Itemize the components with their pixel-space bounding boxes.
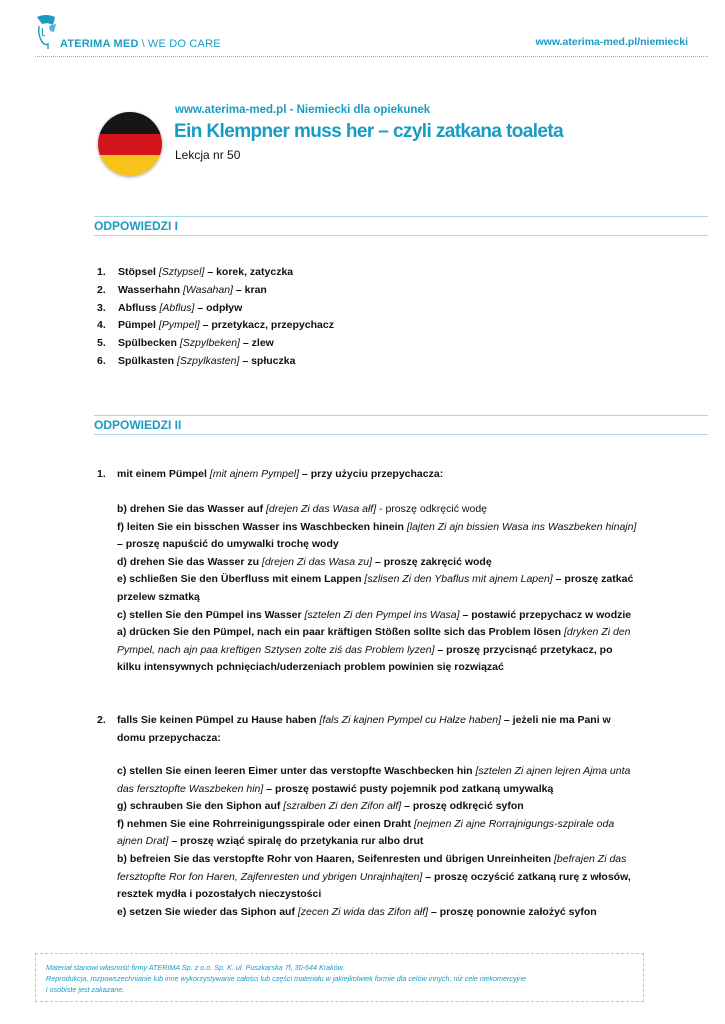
list-item: d) drehen Sie das Wasser zu [drejen Zi das Wasa zu] – proszę zakręcić wodę: [117, 555, 492, 568]
list-item: e) setzen Sie wieder das Siphon auf [zecen Zi wida das Zifon ałf] – proszę ponownie założyć syfon: [117, 905, 597, 918]
list-item: a) drücken Sie den Pümpel, nach ein paar kräftigen Stößen sollte sich das Problem lösen [dryken Zi den Pympel, nach ajn paa kreftigen Sztysen zolte ziś das Problem lyzen] – proszę przycisnąć przetykacz, po kilku intensywnych pchnięciach/uderzeniach problem powinien się rozwiązać: [117, 626, 631, 674]
list-item: 2. Wasserhahn [Wasahan] – kran: [97, 283, 267, 296]
section-heading-2: [94, 415, 708, 435]
question-1-steps: [117, 501, 637, 677]
footer-line: i osobiste jest zakazane.: [46, 985, 125, 994]
vocabulary-list: [97, 266, 334, 373]
section-heading-1: [94, 216, 708, 236]
header-divider: [35, 56, 708, 57]
list-item: b) drehen Sie das Wasser auf [drejen Zi das Wasa ałf] - proszę odkręcić wodę: [117, 503, 487, 515]
section-rule-bottom: [94, 235, 708, 236]
list-item: f) nehmen Sie eine Rohrreinigungsspirale oder einen Draht [nejmen Zi ajne Rorrajnigungs-szpirale oda ajnen Drat] – proszę wziąć spiralę do przetykania rur albo drut: [117, 817, 615, 848]
list-item: c) stellen Sie einen leeren Eimer unter das verstopfte Waschbecken hin [sztelen Zi ajnen lejren Ajma unta das fersztopfte Waszbeken hin] – proszę postawić pusty pojemnik pod zatkaną umywalką: [117, 765, 631, 795]
site-url-link[interactable]: www.aterima-med.pl/niemiecki: [535, 36, 688, 48]
logo-face-icon: [34, 14, 58, 50]
section-label: ODPOWIEDZI I: [94, 219, 178, 233]
lesson-number: Lekcja nr 50: [175, 148, 241, 162]
list-item: 3. Abfluss [Abflus] – odpływ: [97, 301, 243, 314]
question-2-steps: [117, 763, 637, 921]
list-item: c) stellen Sie den Pümpel ins Wasser [sztelen Zi den Pympel ins Wasa] – postawić przepychacz w wodzie: [117, 608, 632, 621]
section-rule-top: [94, 415, 708, 416]
lesson-subtitle: www.aterima-med.pl - Niemiecki dla opiekunek: [175, 104, 431, 116]
section-rule-bottom: [94, 434, 708, 435]
brand-tagline: WE DO CARE: [147, 38, 221, 50]
german-flag-icon: [98, 112, 162, 176]
list-item: 4. Pümpel [Pympel] – przetykacz, przepychacz: [97, 319, 334, 332]
aterima-logo[interactable]: [34, 14, 244, 54]
footer-line: Materiał stanowi własność firmy ATERIMA Sp. z o.o. Sp. K. ul. Puszkarska 7f, 30-644 Kraków.: [46, 963, 345, 972]
section-label: ODPOWIEDZI II: [94, 418, 182, 432]
list-item: b) befreien Sie das verstopfte Rohr von Haaren, Seifenresten und übrigen Unreinheiten [befrajen Zi das fersztopfte Ror fon Haren, Zajfenresten und ybrigen Unrajnhajten] – proszę oczyścić zatkaną rurę z włosów, resztek mydła i pozostałych nieczystości: [117, 852, 631, 901]
footer-line: Reprodukcja, rozpowszechnianie lub inne wykorzystywanie całości lub części materiału w jakiejkolwiek formie dla celów innych, niż cele niekomercyjne: [46, 974, 527, 983]
list-item: 5. Spülbecken [Szpylbeken] – zlew: [97, 337, 274, 350]
list-item: 1. Stöpsel [Sztypsel] – korek, zatyczka: [97, 266, 294, 278]
lesson-title: Ein Klempner muss her – czyli zatkana toaleta: [174, 121, 564, 142]
copyright-footer: [35, 953, 644, 1002]
brand-text: ATERIMA MED \ WE DO CARE: [60, 38, 221, 50]
section-rule-top: [94, 216, 708, 217]
brand-name: ATERIMA MED: [60, 38, 139, 50]
page-header: [0, 0, 725, 58]
list-item: f) leiten Sie ein bisschen Wasser ins Waschbecken hinein [lajten Zi ajn bissien Wasa ins Waszbeken hinajn] – proszę napuścić do umywalki trochę wody: [117, 520, 637, 551]
list-item: g) schrauben Sie den Siphon auf [szrałben Zi den Zifon ałf] – proszę odkręcić syfon: [117, 800, 524, 813]
list-item: e) schließen Sie den Überfluss mit einem Lappen [szlisen Zi den Ybaflus mit ajnem Lapen] – proszę zatkać przelew szmatką: [117, 573, 634, 603]
list-item: 6. Spülkasten [Szpylkasten] – spłuczka: [97, 354, 296, 367]
